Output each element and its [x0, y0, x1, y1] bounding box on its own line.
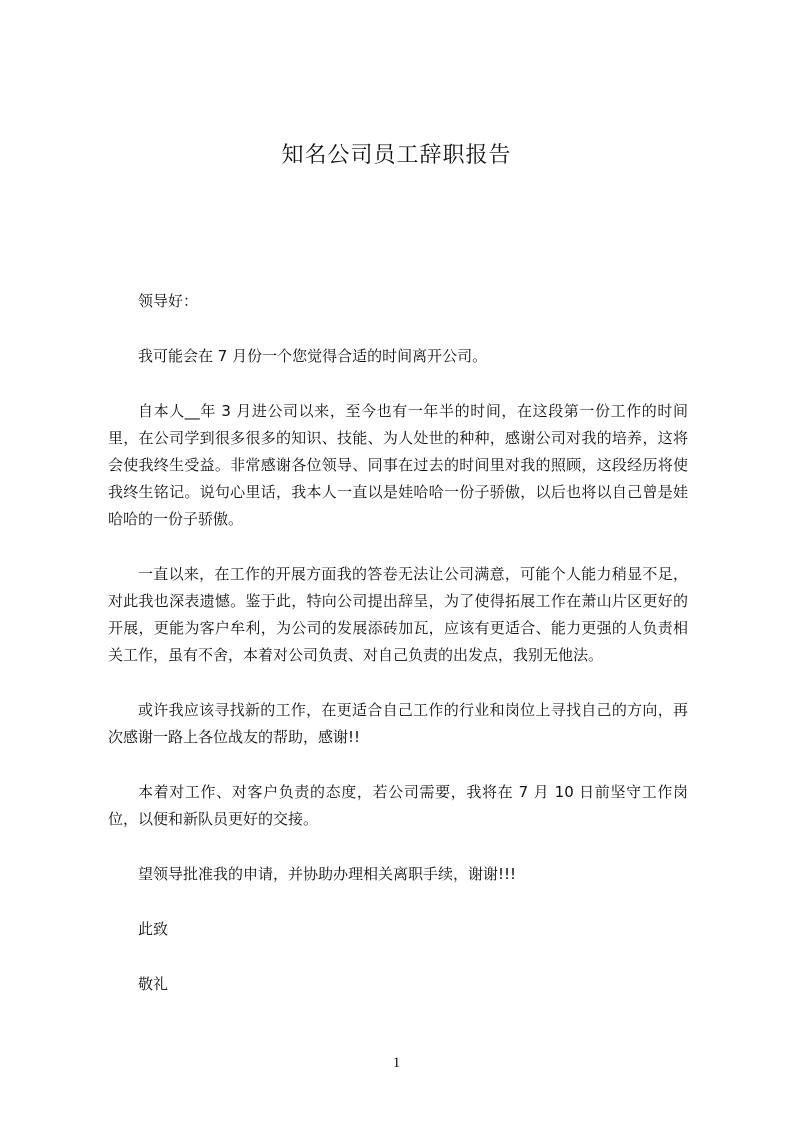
letter-body: [108, 288, 688, 1026]
paragraph-handover: 本着对工作、对客户负责的态度，若公司需要，我将在 7 月 10 日前坚守工作岗位，以便和新队员更好的交接。: [108, 783, 688, 828]
closing-regards: 敬礼: [138, 975, 169, 993]
paragraph-gratitude: 自本人__年 3 月进公司以来，至今也有一年半的时间，在这段第一份工作的时间里，在公司学到很多很多的知识、技能、为人处世的种种，感谢公司对我的培养，这将会使我终生受益。非常感谢各位领导、同事在过去的时间里对我的照顾，这段经历将使我终生铭记。说句心里话，我本人一直以是娃哈哈一份子骄傲，以后也将以自己曾是娃哈哈的一份子骄傲。: [108, 402, 688, 528]
paragraph-reason: 一直以来，在工作的开展方面我的答卷无法让公司满意，可能个人能力稍显不足，对此我也深表遗憾。鉴于此，特向公司提出辞呈，为了使得拓展工作在萧山片区更好的开展，更能为客户牟利，为公司的发展添砖加瓦，应该有更适合、能力更强的人负责相关工作，虽有不舍，本着对公司负责、对自己负责的出发点，我别无他法。: [108, 565, 688, 664]
paragraph-future: 或许我应该寻找新的工作，在更适合自己工作的行业和岗位上寻找自己的方向，再次感谢一路上各位战友的帮助，感谢!!: [108, 701, 688, 746]
page-number: 1: [392, 1055, 401, 1071]
paragraph-intent: 我可能会在 7 月份一个您觉得合适的时间离开公司。: [138, 347, 488, 365]
paragraph-request: 望领导批准我的申请，并协助办理相关离职手续，谢谢!!!: [138, 865, 517, 883]
document-title: 知名公司员工辞职报告: [281, 143, 512, 168]
closing-line: 此致: [138, 920, 169, 938]
salutation: 领导好：: [138, 292, 199, 310]
